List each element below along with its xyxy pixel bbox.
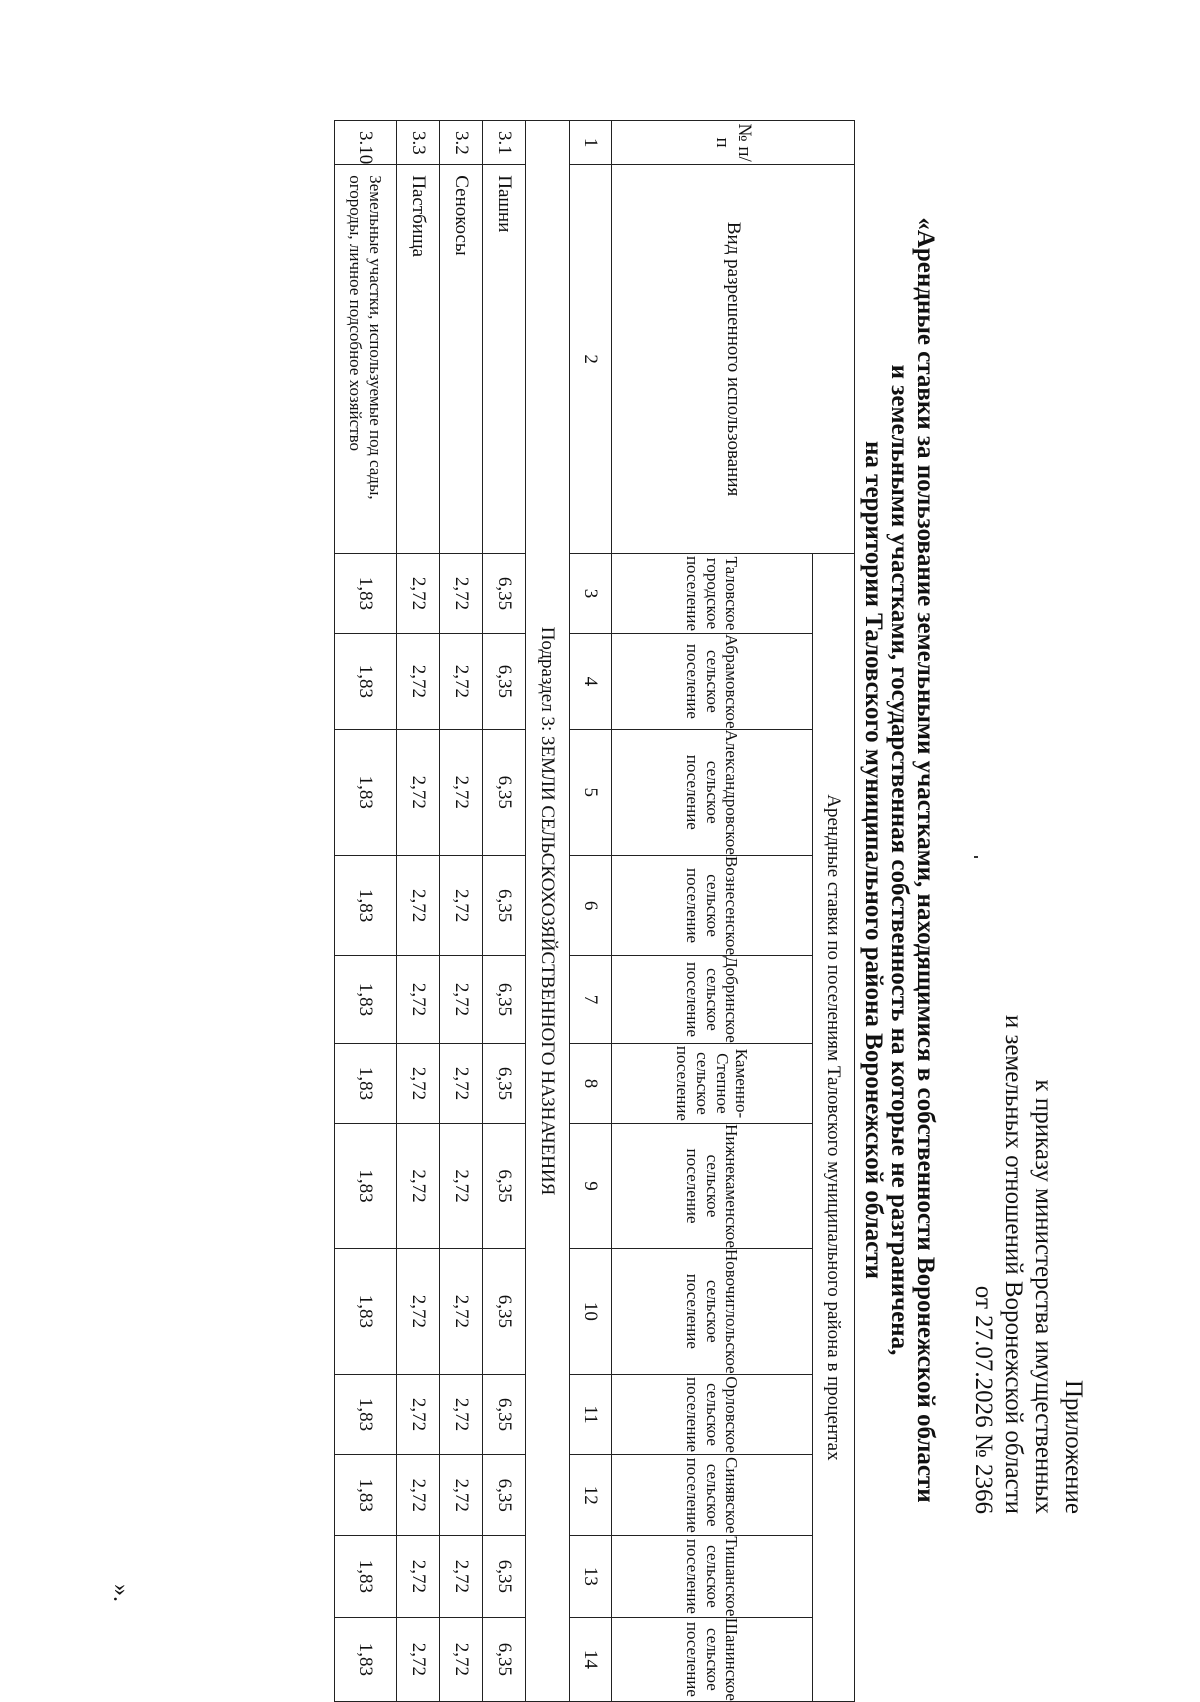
header-settlement: Вознесенское сельское поселение [612,855,813,955]
rate-cell: 1,83 [335,634,397,730]
rate-cell: 6,35 [483,855,526,955]
rate-cell: 2,72 [397,553,440,633]
rate-cell: 2,72 [440,1124,483,1249]
rate-cell: 2,72 [397,634,440,730]
table-row [483,121,526,1702]
column-number: 3 [570,553,612,633]
row-number: 3.3 [397,121,440,165]
appendix-order-line: к приказу министерства имущественных [1030,1079,1057,1514]
rate-cell: 6,35 [483,1455,526,1536]
rate-cell: 6,35 [483,1248,526,1374]
row-number: 3.10 [335,121,397,165]
appendix-title: Приложение [1060,1379,1087,1514]
rate-cell: 1,83 [335,1455,397,1536]
rate-cell: 1,83 [335,1374,397,1455]
rate-cell: 6,35 [483,634,526,730]
column-number: 1 [570,121,612,165]
column-number: 6 [570,855,612,955]
rate-cell: 2,72 [440,1248,483,1374]
column-number: 9 [570,1124,612,1249]
column-number: 11 [570,1374,612,1455]
rate-cell: 2,72 [397,1536,440,1618]
rate-cell: 1,83 [335,1536,397,1618]
header-settlement: Александровское сельское поселение [612,729,813,855]
rate-cell: 1,83 [335,1617,397,1701]
header-row-group [813,121,855,1702]
rates-table [334,120,855,1702]
column-number: 7 [570,956,612,1044]
rate-cell: 2,72 [397,956,440,1044]
rate-cell: 6,35 [483,1374,526,1455]
row-number: 3.2 [440,121,483,165]
header-settlement: Абрамовское сельское поселение [612,634,813,730]
table-row [397,121,440,1702]
rate-cell: 6,35 [483,729,526,855]
column-number-row [570,121,612,1702]
rate-cell: 2,72 [440,956,483,1044]
table-row [440,121,483,1702]
column-number: 5 [570,729,612,855]
header-settlement: Тишанское сельское поселение [612,1536,813,1618]
title-line-1: «Арендные ставки за пользование земельными участками, находящимися в собственности Воронежской области [912,217,939,1503]
rate-cell: 2,72 [440,855,483,955]
rate-cell: 2,72 [397,1374,440,1455]
rate-cell: 2,72 [440,729,483,855]
header-settlement: Новочиглольское сельское поселение [612,1248,813,1374]
appendix-ministry-line: и земельных отношений Воронежской области [1000,1014,1027,1514]
rate-cell: 2,72 [397,1455,440,1536]
table-row [335,121,397,1702]
header-use-type: Вид разрешенного использования [612,165,855,554]
header-settlement: Нижнекаменское сельское поселение [612,1124,813,1249]
header-number: № п/п [612,121,855,165]
rate-cell: 1,83 [335,956,397,1044]
rate-cell: 1,83 [335,855,397,955]
header-settlement: Орловское сельское поселение [612,1374,813,1455]
rate-cell: 6,35 [483,1617,526,1701]
row-use-type: Пашни [483,165,526,554]
header-settlement: Добринское сельское поселение [612,956,813,1044]
rate-cell: 1,83 [335,553,397,633]
rate-cell: 2,72 [440,1374,483,1455]
rate-cell: 2,72 [397,1043,440,1123]
rate-cell: 2,72 [397,1617,440,1701]
row-number: 3.1 [483,121,526,165]
column-number: 12 [570,1455,612,1536]
rate-cell: 1,83 [335,1043,397,1123]
appendix-date-line: от 27.07.2026 № 2366 [970,1285,997,1514]
column-number: 13 [570,1536,612,1618]
rate-cell: 2,72 [397,1124,440,1249]
header-settlement: Таловское городское поселение [612,553,813,633]
rate-cell: 6,35 [483,1124,526,1249]
column-number: 14 [570,1617,612,1701]
rate-cell: 2,72 [397,729,440,855]
row-use-type: Сенокосы [440,165,483,554]
rate-cell: 2,72 [397,1248,440,1374]
rate-cell: 6,35 [483,553,526,633]
scan-speck [974,856,978,858]
title-line-2: и земельными участками, государственная собственность на которые не разграничена, [886,364,913,1356]
closing-quote-mark: ». [108,1584,134,1602]
rate-cell: 2,72 [440,1455,483,1536]
header-settlement: Шанинское сельское поселение [612,1617,813,1701]
rate-cell: 2,72 [440,553,483,633]
title-line-3: на территории Таловского муниципального района Воронежской области [860,441,887,1279]
header-settlement: Каменно-Степное сельское поселение [612,1043,813,1123]
column-number: 2 [570,165,612,554]
rate-cell: 2,72 [440,1043,483,1123]
column-number: 4 [570,634,612,730]
rate-cell: 2,72 [440,634,483,730]
header-settlement: Синявское сельское поселение [612,1455,813,1536]
rate-cell: 1,83 [335,729,397,855]
rate-cell: 1,83 [335,1248,397,1374]
row-use-type: Пастбища [397,165,440,554]
rate-cell: 6,35 [483,1043,526,1123]
rate-cell: 6,35 [483,956,526,1044]
column-number: 10 [570,1248,612,1374]
rate-cell: 2,72 [440,1536,483,1618]
rate-cell: 2,72 [440,1617,483,1701]
header-group: Арендные ставки по поселениям Таловского муниципального района в процентах [813,553,855,1701]
row-use-type: Земельные участки, используемые под сады, огороды, личное подсобное хозяйство [335,165,397,554]
subsection-row [526,121,570,1702]
rate-cell: 2,72 [397,855,440,955]
rate-cell: 6,35 [483,1536,526,1618]
rate-cell: 1,83 [335,1124,397,1249]
subsection-title: Подраздел 3: ЗЕМЛИ СЕЛЬСКОХОЗЯЙСТВЕННОГО НАЗНАЧЕНИЯ [526,121,570,1702]
column-number: 8 [570,1043,612,1123]
